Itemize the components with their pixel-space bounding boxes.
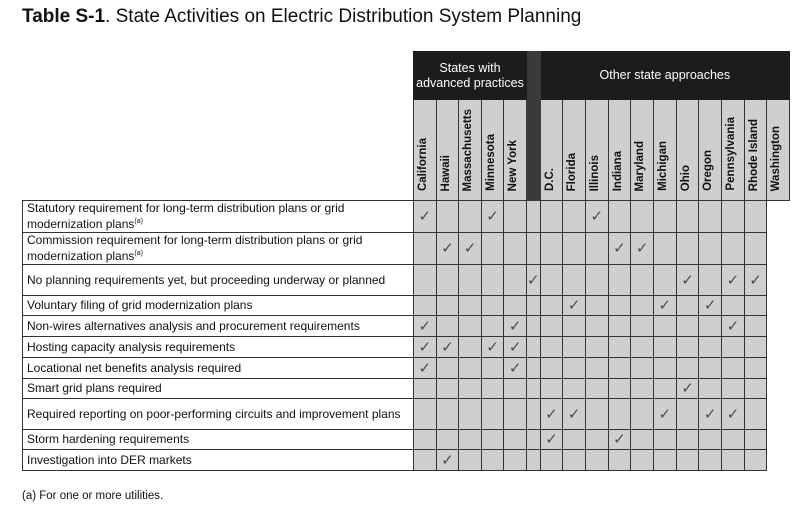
- empty-cell: [676, 296, 699, 316]
- group-other-header: Other state approaches: [540, 52, 790, 100]
- empty-cell: [653, 201, 676, 233]
- row-label: [23, 337, 414, 358]
- empty-cell: [608, 201, 631, 233]
- group-advanced-header: States with advanced practices: [414, 52, 527, 100]
- empty-cell: [585, 233, 608, 265]
- column-header-label: Florida: [566, 152, 579, 191]
- empty-cell: [436, 430, 459, 450]
- empty-cell: [722, 358, 745, 379]
- empty-cell: [608, 265, 631, 296]
- empty-cell: [631, 430, 654, 450]
- empty-cell: [481, 316, 504, 337]
- column-header-label: Massachusetts: [462, 108, 475, 191]
- empty-cell: [699, 233, 722, 265]
- check-icon: ✓: [504, 316, 527, 337]
- empty-cell: [676, 399, 699, 430]
- empty-cell: [653, 450, 676, 471]
- check-icon: ✓: [631, 233, 654, 265]
- check-icon: ✓: [436, 450, 459, 471]
- empty-cell: [722, 296, 745, 316]
- empty-cell: [631, 265, 654, 296]
- empty-cell: [585, 316, 608, 337]
- empty-cell: [459, 358, 482, 379]
- empty-cell: [563, 379, 586, 399]
- empty-cell: [699, 265, 722, 296]
- empty-cell: [608, 358, 631, 379]
- check-icon: ✓: [540, 430, 563, 450]
- empty-cell: [699, 337, 722, 358]
- column-header-oregon: [699, 100, 722, 201]
- check-icon: ✓: [540, 399, 563, 430]
- row-label: [23, 430, 414, 450]
- table-row: [23, 450, 790, 471]
- row-label-text: No planning requirements yet, but proceeding underway or planned: [27, 272, 386, 287]
- empty-cell: [631, 201, 654, 233]
- empty-cell: [459, 399, 482, 430]
- empty-cell: [504, 450, 527, 471]
- column-header-label: Michigan: [656, 141, 669, 191]
- empty-cell: [653, 358, 676, 379]
- check-icon: ✓: [563, 399, 586, 430]
- corner-blank-2: [23, 100, 414, 201]
- column-header-label: Washington: [770, 125, 783, 191]
- row-label-text: Voluntary filing of grid modernization plans: [27, 298, 253, 312]
- empty-cell: [540, 201, 563, 233]
- check-icon: ✓: [699, 296, 722, 316]
- empty-cell: [526, 450, 540, 471]
- table-row: [23, 201, 790, 233]
- empty-cell: [608, 450, 631, 471]
- state-header-row: [23, 100, 790, 201]
- empty-cell: [676, 201, 699, 233]
- empty-cell: [699, 358, 722, 379]
- table-row: [23, 296, 790, 316]
- empty-cell: [504, 399, 527, 430]
- empty-cell: [504, 201, 527, 233]
- empty-cell: [540, 316, 563, 337]
- empty-cell: [459, 379, 482, 399]
- empty-cell: [414, 296, 437, 316]
- empty-cell: [699, 430, 722, 450]
- empty-cell: [699, 450, 722, 471]
- empty-cell: [608, 337, 631, 358]
- row-label-text: Storm hardening requirements: [27, 432, 190, 446]
- empty-cell: [563, 316, 586, 337]
- empty-cell: [631, 358, 654, 379]
- check-icon: ✓: [414, 201, 437, 233]
- check-icon: ✓: [744, 265, 767, 296]
- empty-cell: [540, 358, 563, 379]
- column-header-indiana: [608, 100, 631, 201]
- empty-cell: [744, 430, 767, 450]
- empty-cell: [699, 201, 722, 233]
- empty-cell: [653, 233, 676, 265]
- empty-cell: [436, 296, 459, 316]
- empty-cell: [414, 265, 437, 296]
- empty-cell: [585, 399, 608, 430]
- column-header-minnesota: [481, 100, 504, 201]
- row-label-text: Non-wires alternatives analysis and procurement requirements: [27, 318, 360, 333]
- row-label-text: Investigation into DER markets: [27, 452, 192, 467]
- empty-cell: [744, 399, 767, 430]
- empty-cell: [436, 379, 459, 399]
- row-label: [23, 233, 414, 265]
- empty-cell: [563, 233, 586, 265]
- empty-cell: [563, 358, 586, 379]
- check-icon: ✓: [699, 399, 722, 430]
- empty-cell: [722, 233, 745, 265]
- empty-cell: [504, 296, 527, 316]
- empty-cell: [744, 233, 767, 265]
- row-label-text: Smart grid plans required: [27, 381, 162, 395]
- column-header-label: Rhode Island: [747, 118, 760, 191]
- row-label: [23, 201, 414, 233]
- empty-cell: [504, 430, 527, 450]
- empty-cell: [585, 337, 608, 358]
- empty-cell: [436, 399, 459, 430]
- column-header-california: [414, 100, 437, 201]
- empty-cell: [481, 450, 504, 471]
- column-header-label: Hawaii: [439, 154, 452, 191]
- column-header-florida: [563, 100, 586, 201]
- empty-cell: [608, 379, 631, 399]
- row-label-text: Commission requirement for long-term distribution plans or grid modernization plans: [27, 233, 363, 263]
- empty-cell: [526, 296, 540, 316]
- column-header-pennsylvania: [722, 100, 745, 201]
- empty-cell: [585, 265, 608, 296]
- empty-cell: [676, 233, 699, 265]
- check-icon: ✓: [459, 233, 482, 265]
- table-row: [23, 233, 790, 265]
- row-label: [23, 450, 414, 471]
- table-row: [23, 265, 790, 296]
- row-label-text: Statutory requirement for long-term distribution plans or grid modernization plans: [27, 201, 345, 231]
- empty-cell: [540, 233, 563, 265]
- row-label: [23, 265, 414, 296]
- empty-cell: [699, 379, 722, 399]
- empty-cell: [722, 379, 745, 399]
- empty-cell: [585, 430, 608, 450]
- table-title: [22, 6, 581, 28]
- empty-cell: [414, 399, 437, 430]
- check-icon: ✓: [481, 201, 504, 233]
- column-header-new-york: [504, 100, 527, 201]
- empty-cell: [526, 233, 540, 265]
- column-header-label: New York: [507, 139, 520, 191]
- empty-cell: [563, 337, 586, 358]
- row-label-text: Locational net benefits analysis required: [27, 360, 242, 375]
- table-row: [23, 316, 790, 337]
- row-label: [23, 379, 414, 399]
- empty-cell: [526, 379, 540, 399]
- empty-cell: [608, 399, 631, 430]
- row-label: [23, 296, 414, 316]
- row-label: [23, 358, 414, 379]
- check-icon: ✓: [436, 337, 459, 358]
- empty-cell: [481, 430, 504, 450]
- empty-cell: [676, 316, 699, 337]
- empty-cell: [744, 379, 767, 399]
- column-header-washington: [767, 100, 790, 201]
- row-label: [23, 399, 414, 430]
- column-header-label: California: [417, 137, 429, 191]
- empty-cell: [653, 337, 676, 358]
- empty-cell: [414, 379, 437, 399]
- state-activities-table: [22, 51, 790, 471]
- check-icon: ✓: [414, 358, 437, 379]
- empty-cell: [744, 316, 767, 337]
- footnote-marker: (a): [134, 250, 143, 257]
- empty-cell: [631, 316, 654, 337]
- empty-cell: [676, 358, 699, 379]
- check-icon: ✓: [722, 399, 745, 430]
- empty-cell: [459, 201, 482, 233]
- check-icon: ✓: [608, 233, 631, 265]
- check-icon: ✓: [585, 201, 608, 233]
- row-label-text: Required reporting on poor-performing circuits and improvement plans: [27, 406, 401, 421]
- row-label-text: Hosting capacity analysis requirements: [27, 339, 236, 354]
- footnote: (a) For one or more utilities.: [22, 490, 164, 502]
- empty-cell: [481, 379, 504, 399]
- table-row: [23, 337, 790, 358]
- column-header-michigan: [653, 100, 676, 201]
- table-row: [23, 430, 790, 450]
- empty-cell: [631, 337, 654, 358]
- empty-cell: [744, 358, 767, 379]
- empty-cell: [459, 316, 482, 337]
- empty-cell: [526, 201, 540, 233]
- table-row: [23, 399, 790, 430]
- empty-cell: [631, 399, 654, 430]
- empty-cell: [481, 296, 504, 316]
- table-caption: . State Activities on Electric Distribution System Planning: [105, 6, 582, 27]
- empty-cell: [563, 265, 586, 296]
- empty-cell: [436, 358, 459, 379]
- empty-cell: [585, 379, 608, 399]
- table-row: [23, 379, 790, 399]
- corner-blank: [23, 52, 414, 100]
- empty-cell: [722, 201, 745, 233]
- column-header-hawaii: [436, 100, 459, 201]
- check-icon: ✓: [653, 399, 676, 430]
- empty-cell: [631, 450, 654, 471]
- check-icon: ✓: [676, 379, 699, 399]
- check-icon: ✓: [722, 265, 745, 296]
- empty-cell: [540, 379, 563, 399]
- column-header-label: Ohio: [679, 164, 692, 191]
- column-header-d-c-: [540, 100, 563, 201]
- empty-cell: [540, 296, 563, 316]
- column-header-label: Minnesota: [484, 134, 497, 191]
- empty-cell: [585, 450, 608, 471]
- empty-cell: [653, 430, 676, 450]
- empty-cell: [676, 430, 699, 450]
- empty-cell: [563, 450, 586, 471]
- empty-cell: [540, 265, 563, 296]
- empty-cell: [653, 379, 676, 399]
- check-icon: ✓: [436, 233, 459, 265]
- check-icon: ✓: [526, 265, 540, 296]
- check-icon: ✓: [481, 337, 504, 358]
- column-header-label: Maryland: [634, 140, 647, 191]
- empty-cell: [631, 296, 654, 316]
- empty-cell: [481, 265, 504, 296]
- empty-cell: [481, 233, 504, 265]
- empty-cell: [722, 430, 745, 450]
- empty-cell: [744, 201, 767, 233]
- check-icon: ✓: [563, 296, 586, 316]
- empty-cell: [459, 430, 482, 450]
- empty-cell: [676, 337, 699, 358]
- check-icon: ✓: [414, 316, 437, 337]
- empty-cell: [722, 450, 745, 471]
- empty-cell: [653, 316, 676, 337]
- empty-cell: [563, 430, 586, 450]
- empty-cell: [608, 316, 631, 337]
- check-icon: ✓: [608, 430, 631, 450]
- empty-cell: [744, 296, 767, 316]
- empty-cell: [414, 430, 437, 450]
- column-header-ohio: [676, 100, 699, 201]
- column-header-label: D.C.: [543, 168, 556, 191]
- empty-cell: [608, 296, 631, 316]
- empty-cell: [481, 358, 504, 379]
- empty-cell: [744, 450, 767, 471]
- empty-cell: [676, 450, 699, 471]
- column-header-label: Illinois: [588, 154, 601, 191]
- empty-cell: [459, 337, 482, 358]
- check-icon: ✓: [414, 337, 437, 358]
- empty-cell: [504, 265, 527, 296]
- table-row: [23, 358, 790, 379]
- empty-cell: [699, 316, 722, 337]
- empty-cell: [504, 379, 527, 399]
- empty-cell: [631, 379, 654, 399]
- column-header-massachusetts: [459, 100, 482, 201]
- empty-cell: [744, 337, 767, 358]
- empty-cell: [526, 358, 540, 379]
- check-icon: ✓: [722, 316, 745, 337]
- check-icon: ✓: [504, 337, 527, 358]
- column-header-rhode-island: [744, 100, 767, 201]
- column-header-label: Oregon: [702, 150, 715, 191]
- check-icon: ✓: [653, 296, 676, 316]
- empty-cell: [526, 316, 540, 337]
- column-header-label: Indiana: [611, 150, 624, 191]
- check-icon: ✓: [504, 358, 527, 379]
- row-label: [23, 316, 414, 337]
- empty-cell: [436, 316, 459, 337]
- empty-cell: [526, 430, 540, 450]
- empty-cell: [540, 450, 563, 471]
- table-number: Table S-1: [22, 6, 106, 27]
- empty-cell: [436, 201, 459, 233]
- empty-cell: [459, 265, 482, 296]
- empty-cell: [436, 265, 459, 296]
- empty-cell: [585, 358, 608, 379]
- empty-cell: [414, 233, 437, 265]
- empty-cell: [653, 265, 676, 296]
- empty-cell: [526, 399, 540, 430]
- empty-cell: [459, 450, 482, 471]
- column-header-illinois: [585, 100, 608, 201]
- check-icon: ✓: [676, 265, 699, 296]
- empty-cell: [563, 201, 586, 233]
- empty-cell: [414, 450, 437, 471]
- group-header-row: [23, 52, 790, 100]
- empty-cell: [504, 233, 527, 265]
- column-header-label: Pennsylvania: [725, 117, 738, 191]
- column-header-maryland: [631, 100, 654, 201]
- empty-cell: [526, 337, 540, 358]
- empty-cell: [481, 399, 504, 430]
- group-separator: [526, 52, 540, 201]
- empty-cell: [459, 296, 482, 316]
- empty-cell: [722, 337, 745, 358]
- empty-cell: [540, 337, 563, 358]
- empty-cell: [585, 296, 608, 316]
- footnote-marker: (a): [134, 218, 143, 225]
